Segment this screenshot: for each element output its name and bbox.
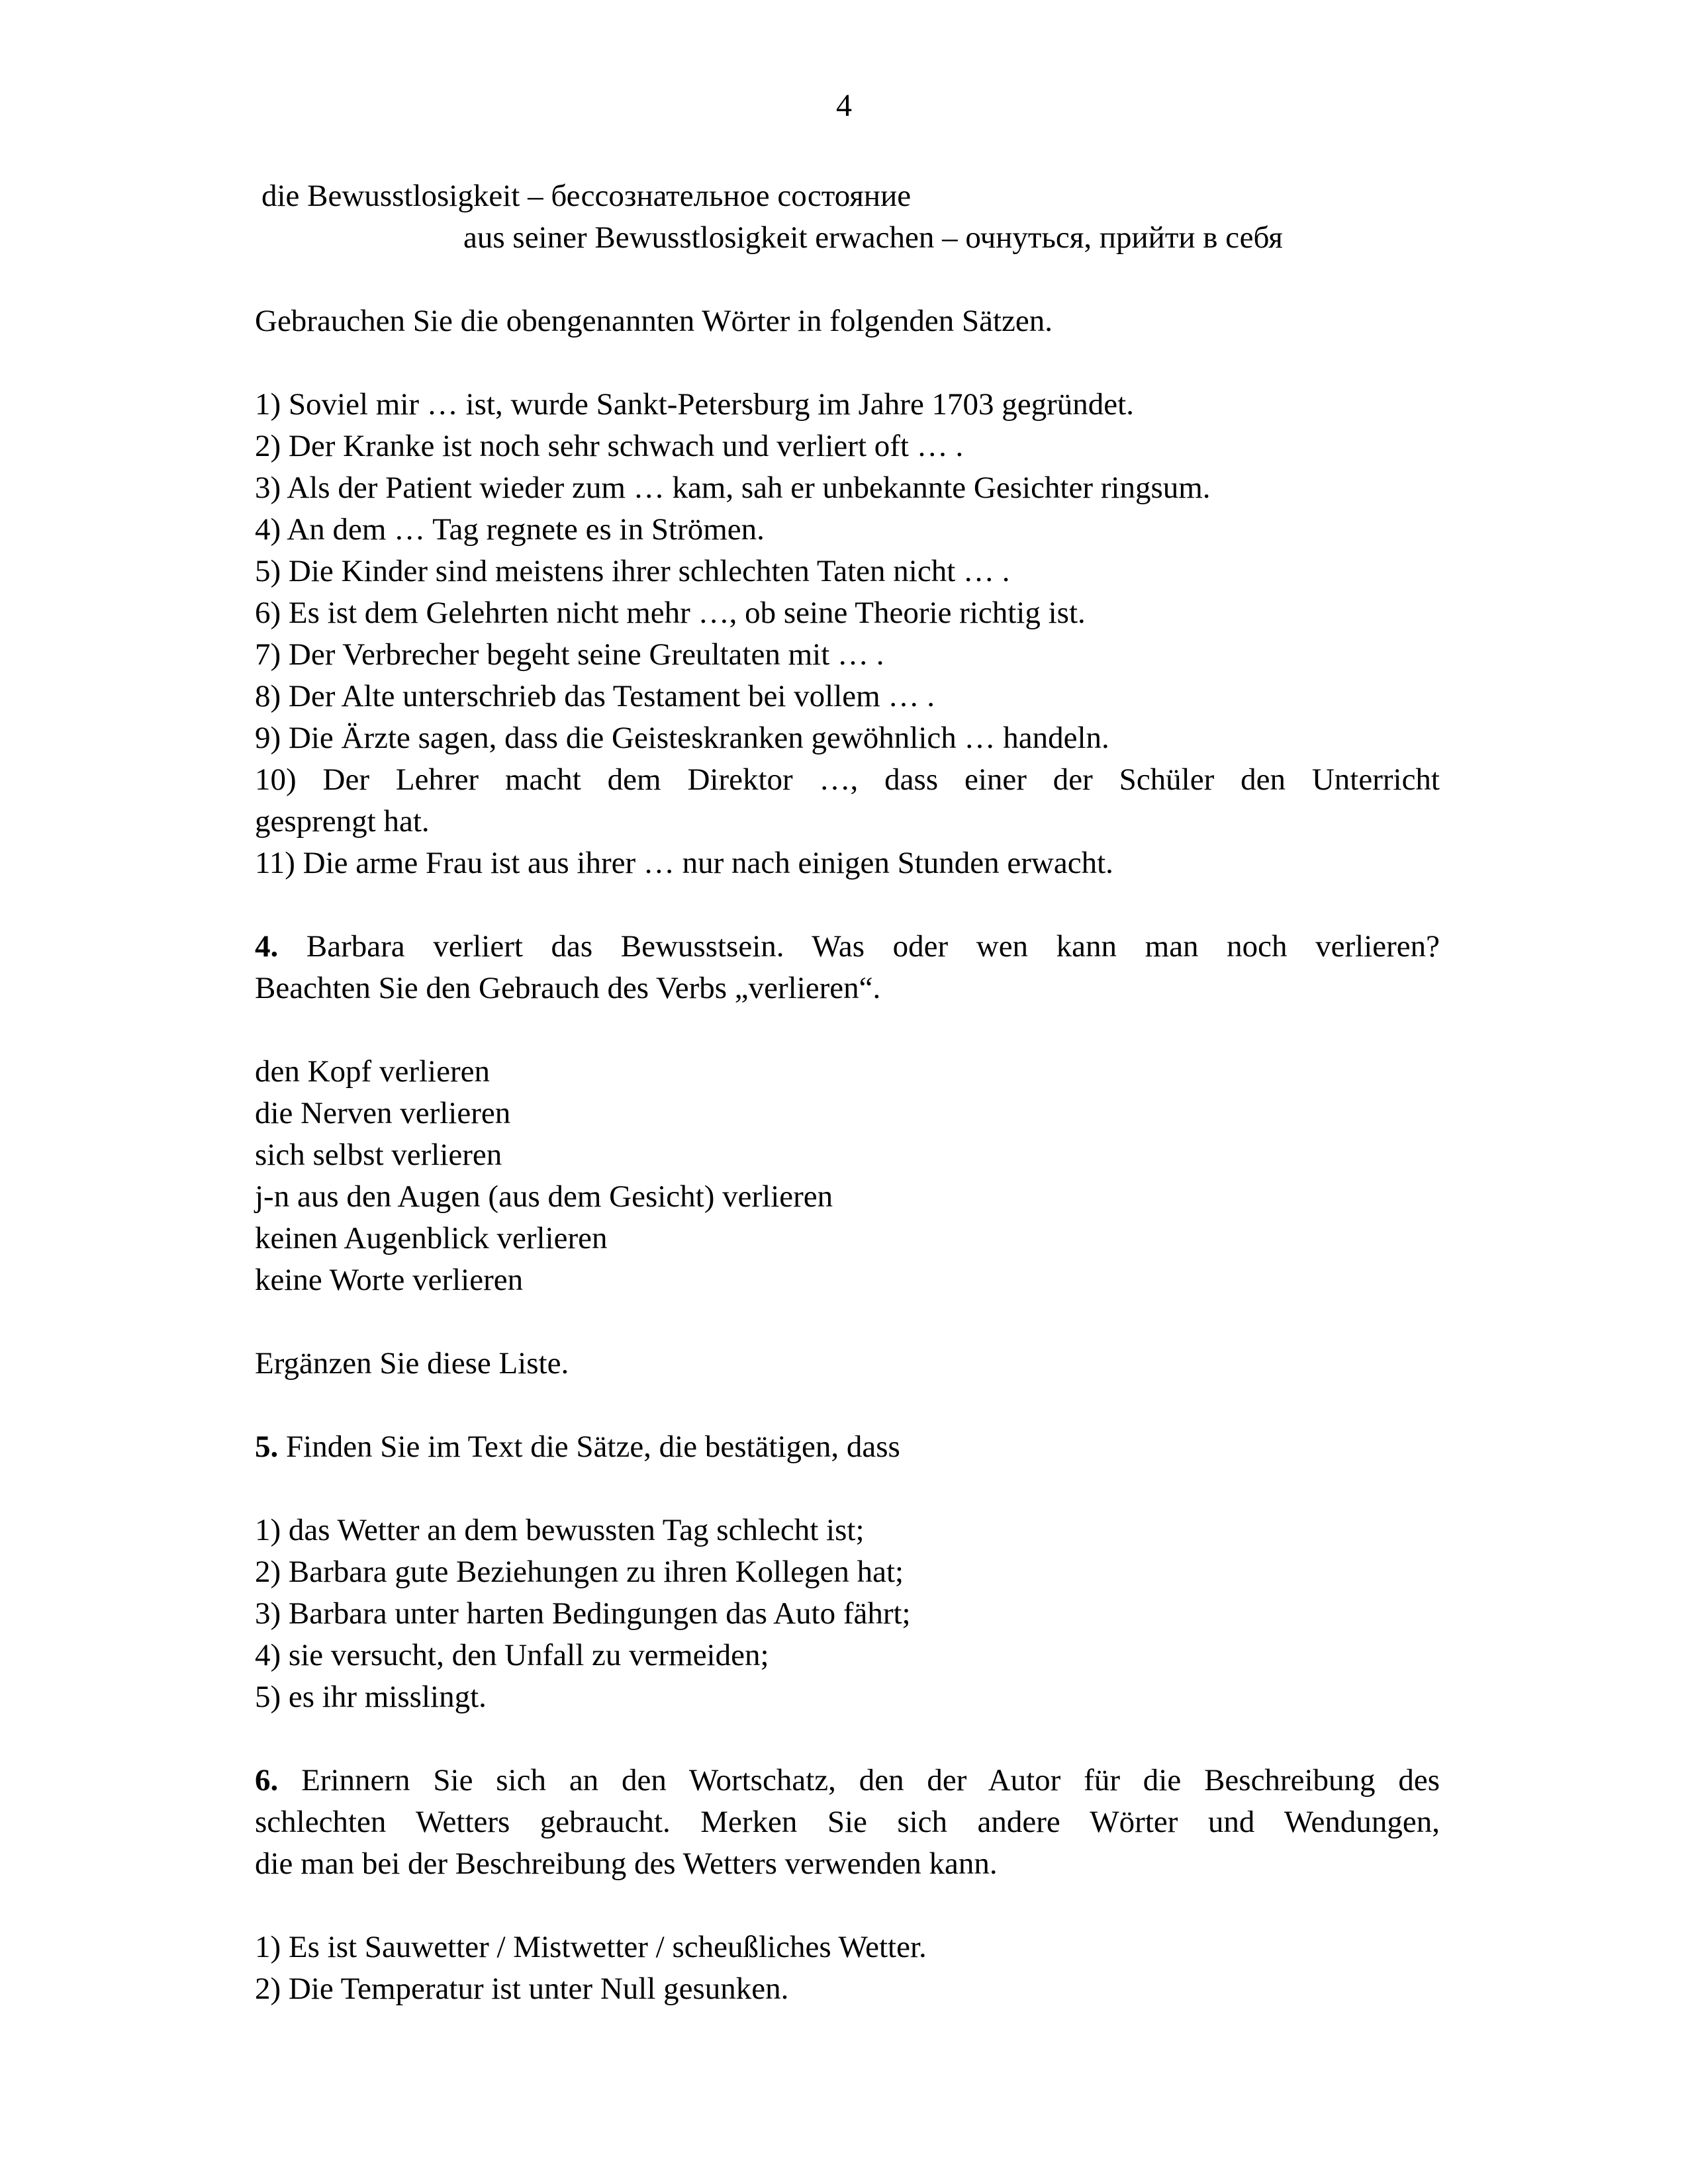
line-text: 1) Es ist Sauwetter / Mistwetter / scheußliches Wetter. xyxy=(255,1930,927,1964)
text-line xyxy=(255,592,1440,634)
text-line xyxy=(255,1218,1440,1259)
line-text: Gebrauchen Sie die obengenannten Wörter in folgenden Sätzen. xyxy=(255,304,1053,338)
text-line xyxy=(255,509,1440,551)
text-line xyxy=(255,1676,1440,1718)
page-number: 4 xyxy=(836,88,852,123)
text-line xyxy=(255,1760,1440,1801)
text-line xyxy=(255,426,1440,467)
line-text: 2) Der Kranke ist noch sehr schwach und verliert oft … . xyxy=(255,429,964,463)
text-line xyxy=(255,968,1440,1009)
text-line xyxy=(255,1843,1440,1885)
text-line xyxy=(255,1093,1440,1134)
blank-line xyxy=(255,1885,1440,1927)
line-text: 1) Soviel mir … ist, wurde Sankt-Petersburg im Jahre 1703 gegründet. xyxy=(255,387,1134,422)
line-text: Beachten Sie den Gebrauch des Verbs „verlieren“. xyxy=(255,971,881,1005)
text-line xyxy=(255,1551,1440,1593)
line-text: Ergänzen Sie diese Liste. xyxy=(255,1346,569,1381)
blank-line xyxy=(255,1468,1440,1510)
line-text: 4) sie versucht, den Unfall zu vermeiden; xyxy=(255,1638,769,1672)
blank-line xyxy=(255,884,1440,926)
blank-line xyxy=(255,1301,1440,1343)
line-text: keine Worte verlieren xyxy=(255,1263,524,1297)
text-line xyxy=(255,801,1440,842)
text-line xyxy=(255,1593,1440,1635)
text-line xyxy=(255,759,1440,801)
line-text: 5) es ihr misslingt. xyxy=(255,1680,487,1714)
line-text: keinen Augenblick verlieren xyxy=(255,1221,608,1255)
line-text: sich selbst verlieren xyxy=(255,1138,502,1172)
text-line xyxy=(255,1176,1440,1218)
line-text: 6) Es ist dem Gelehrten nicht mehr …, ob seine Theorie richtig ist. xyxy=(255,596,1086,630)
line-text: 7) Der Verbrecher begeht seine Greultaten mit … . xyxy=(255,637,884,672)
line-text: 8) Der Alte unterschrieb das Testament bei vollem … . xyxy=(255,679,935,713)
text-line xyxy=(255,1635,1440,1676)
text-line xyxy=(255,1927,1440,1968)
text-line xyxy=(255,1968,1440,2010)
line-text: die Nerven verlieren xyxy=(255,1096,511,1130)
text-line xyxy=(255,1801,1440,1843)
line-text: 10) Der Lehrer macht dem Direktor …, dass einer der Schüler den Unterricht xyxy=(255,762,1440,797)
text-line xyxy=(255,676,1440,717)
text-line xyxy=(255,634,1440,676)
text-line xyxy=(255,842,1440,884)
text-line xyxy=(255,467,1440,509)
line-text: 3) Barbara unter harten Bedingungen das Auto fährt; xyxy=(255,1596,911,1631)
line-text: 1) das Wetter an dem bewussten Tag schlecht ist; xyxy=(255,1513,865,1547)
line-text: den Kopf verlieren xyxy=(255,1054,490,1089)
text-line xyxy=(255,175,1440,217)
blank-line xyxy=(255,342,1440,384)
line-text: 9) Die Ärzte sagen, dass die Geisteskranken gewöhnlich … handeln. xyxy=(255,721,1109,755)
line-text: gesprengt hat. xyxy=(255,804,430,839)
text-line xyxy=(255,1134,1440,1176)
blank-line xyxy=(255,259,1440,300)
line-text: Finden Sie im Text die Sätze, die bestätigen, dass xyxy=(278,1430,900,1464)
line-text: die Bewusstlosigkeit – бессознательное состояние xyxy=(261,179,912,213)
text-line xyxy=(255,1259,1440,1301)
text-line xyxy=(255,551,1440,592)
line-text: die man bei der Beschreibung des Wetters verwenden kann. xyxy=(255,1846,998,1881)
line-text: 11) Die arme Frau ist aus ihrer … nur nach einigen Stunden erwacht. xyxy=(255,846,1113,880)
blank-line xyxy=(255,1385,1440,1426)
exercise-number: 4. xyxy=(255,929,279,964)
text-line xyxy=(255,1051,1440,1093)
line-text: aus seiner Bewusstlosigkeit erwachen – очнуться, прийти в себя xyxy=(463,220,1283,255)
line-text: 2) Barbara gute Beziehungen zu ihren Kollegen hat; xyxy=(255,1555,904,1589)
line-text: schlechten Wetters gebraucht. Merken Sie sich andere Wörter und Wendungen, xyxy=(255,1805,1440,1839)
line-text: 4) An dem … Tag regnete es in Strömen. xyxy=(255,512,765,547)
text-line xyxy=(255,300,1440,342)
line-text: 2) Die Temperatur ist unter Null gesunken. xyxy=(255,1972,789,2006)
line-text: Erinnern Sie sich an den Wortschatz, den der Autor für die Beschreibung des xyxy=(278,1763,1440,1797)
text-line xyxy=(255,217,1440,259)
text-line xyxy=(255,717,1440,759)
text-line xyxy=(255,384,1440,426)
text-line xyxy=(255,1343,1440,1385)
exercise-number: 6. xyxy=(255,1763,279,1797)
line-text: j-n aus den Augen (aus dem Gesicht) verlieren xyxy=(255,1179,833,1214)
document-body xyxy=(255,175,1440,2010)
blank-line xyxy=(255,1009,1440,1051)
text-line xyxy=(255,1426,1440,1468)
blank-line xyxy=(255,1718,1440,1760)
text-line xyxy=(255,926,1440,968)
line-text: 5) Die Kinder sind meistens ihrer schlechten Taten nicht … . xyxy=(255,554,1010,588)
exercise-number: 5. xyxy=(255,1430,279,1464)
line-text: 3) Als der Patient wieder zum … kam, sah er unbekannte Gesichter ringsum. xyxy=(255,471,1211,505)
text-line xyxy=(255,1510,1440,1551)
line-text: Barbara verliert das Bewusstsein. Was oder wen kann man noch verlieren? xyxy=(278,929,1440,964)
